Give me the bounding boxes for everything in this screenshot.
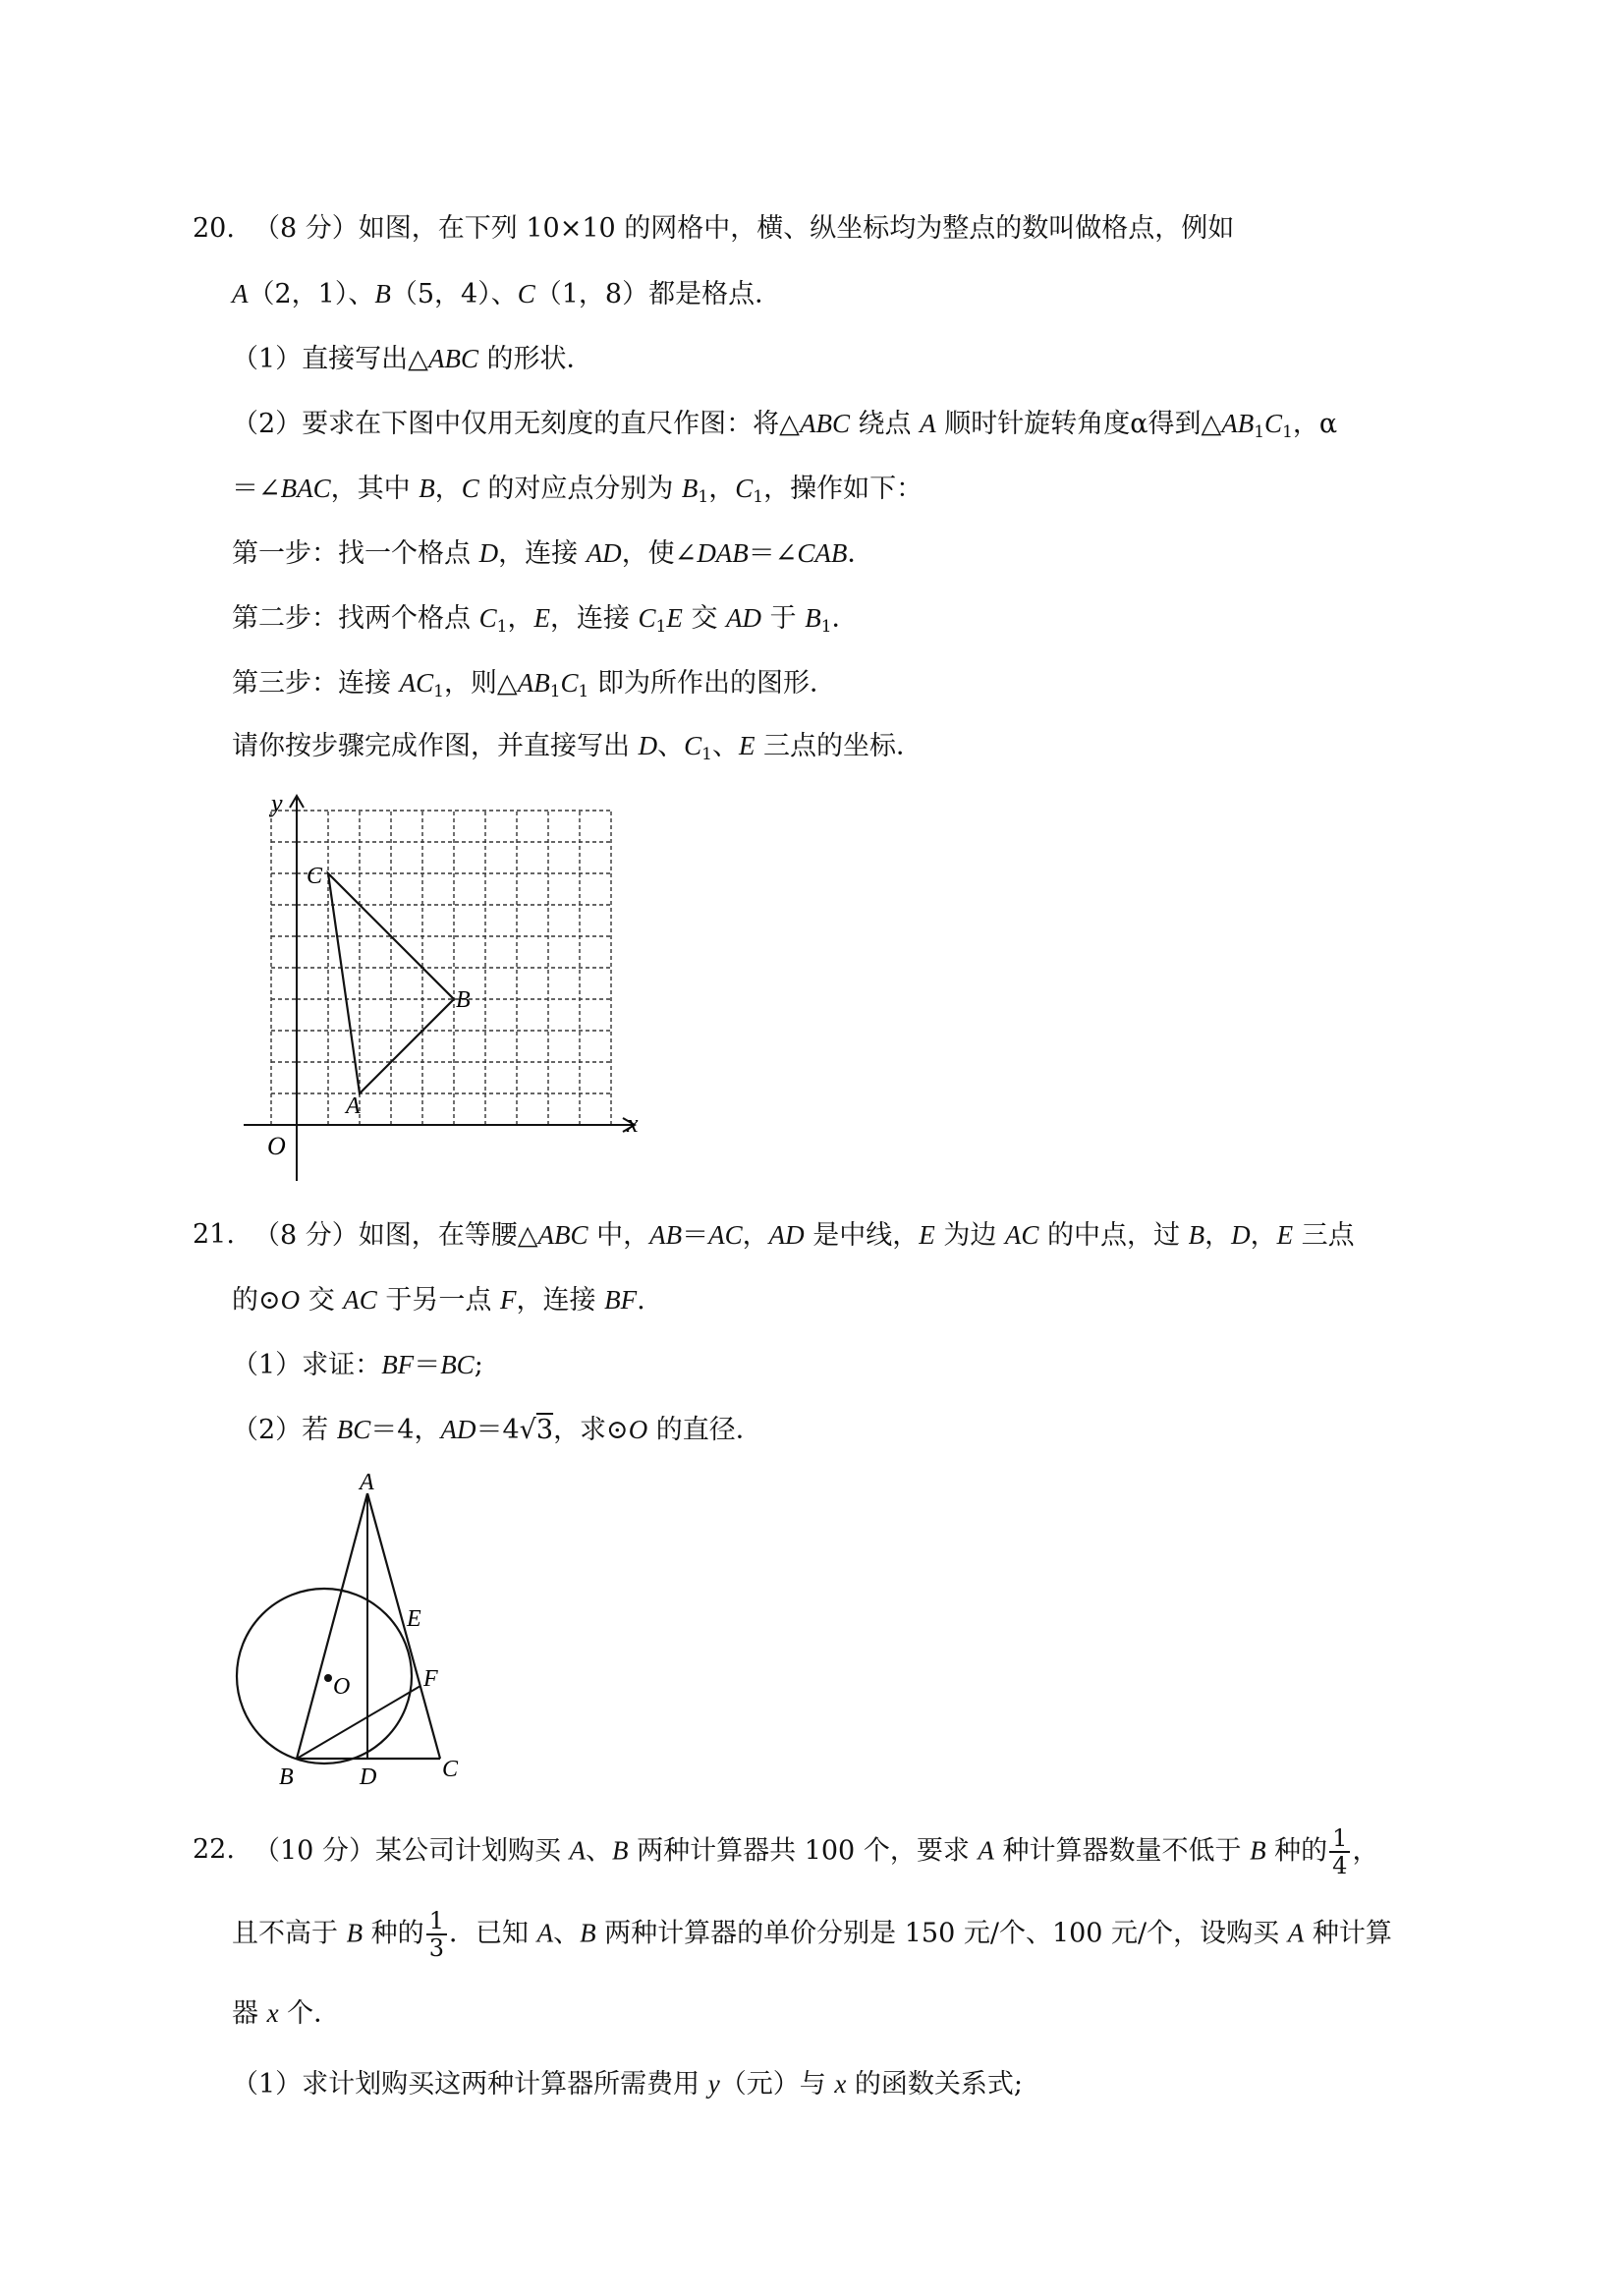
circle-o xyxy=(237,1589,412,1764)
q21-circle-figure xyxy=(232,1472,477,1796)
q21-intro: （8 分）如图，在等腰△ABC 中，AB＝AC，AD 是中线，E 为边 AC 的中点，过 B，D，E 三点 xyxy=(253,1220,1355,1251)
grid-lines xyxy=(271,811,611,1125)
q20-ask: 请你按步骤完成作图，并直接写出 D、$C_1$、E 三点的坐标． xyxy=(232,731,923,764)
segment-bf xyxy=(297,1686,420,1759)
q21-part2: （2）若 BC＝4，AD＝4√3，求⊙O 的直径． xyxy=(232,1415,762,1445)
q20-part1: （1）直接写出△ABC 的形状． xyxy=(232,344,593,374)
q20-part2-line1: （2）要求在下图中仅用无刻度的直尺作图：将△ABC 绕点 A 顺时针旋转角度α得到$\triangle AB_1C_1$，α xyxy=(232,409,1338,442)
q22-line1: （10 分）某公司计划购买 A、B 两种计算器共 100 个，要求 A 种计算器数量不低于 B 种的 $\frac{1}{4}$ ， xyxy=(253,1824,1379,1879)
q20-grid-figure xyxy=(232,786,649,1189)
fraction-one-third: $\frac{1}{3}$ xyxy=(426,1908,447,1961)
q21-intro-line2: 的⊙O 交 AC 于另一点 F，连接 BF. xyxy=(232,1285,645,1316)
q22-line3: 器 x 个． xyxy=(232,1998,341,2029)
q20-step3: 第三步：连接 $AC_1$，则$\triangle AB_1C_1$ 即为所作出的图形． xyxy=(232,668,836,701)
q22-line2: 且不高于 B 种的 $\frac{1}{3}$ ．已知 A、B 两种计算器的单价分别是 150 元/个、100 元/个，设购买 A 种计算 xyxy=(232,1907,1392,1962)
origin-label: O xyxy=(267,1132,286,1160)
label-a: A xyxy=(360,1470,374,1495)
q21-part1: （1）求证：BF＝BC; xyxy=(232,1350,483,1380)
x-axis-label: x xyxy=(627,1109,639,1138)
q21-number: 21. xyxy=(193,1219,235,1250)
point-b-label: B xyxy=(456,987,471,1013)
label-f: F xyxy=(423,1666,438,1692)
fraction-one-quarter: $\frac{1}{4}$ xyxy=(1329,1825,1350,1878)
center-o-dot xyxy=(324,1674,332,1682)
label-e: E xyxy=(407,1606,421,1632)
q22-number: 22. xyxy=(193,1834,235,1865)
side-ac xyxy=(367,1493,440,1759)
side-ab xyxy=(297,1493,367,1759)
label-c: C xyxy=(442,1757,459,1782)
q20-step2: 第二步：找两个格点 $C_1$，E，连接 $C_1E$ 交 AD 于 $B_1$． xyxy=(232,603,859,637)
q20-step1: 第一步：找一个格点 D，连接 AD，使∠DAB＝∠CAB． xyxy=(232,538,874,569)
q20-number: 20. xyxy=(193,213,235,244)
q20-points-line: A（2，1）、B（5，4）、C（1，8）都是格点． xyxy=(232,279,782,309)
point-a-label: A xyxy=(346,1093,361,1119)
label-d: D xyxy=(360,1764,377,1790)
point-c-label: C xyxy=(307,864,323,889)
q22-part1: （1）求计划购买这两种计算器所需费用 y（元）与 x 的函数关系式; xyxy=(232,2069,1024,2100)
q20-intro: （8 分）如图，在下列 10×10 的网格中，横、纵坐标均为整点的数叫做格点，例如 xyxy=(253,213,1235,244)
q20-part2-line2: ＝∠BAC，其中 B，C 的对应点分别为 $B_1$，$C_1$，操作如下： xyxy=(232,474,923,507)
label-o: O xyxy=(333,1674,351,1700)
y-axis-label: y xyxy=(271,789,283,817)
label-b: B xyxy=(279,1764,294,1790)
